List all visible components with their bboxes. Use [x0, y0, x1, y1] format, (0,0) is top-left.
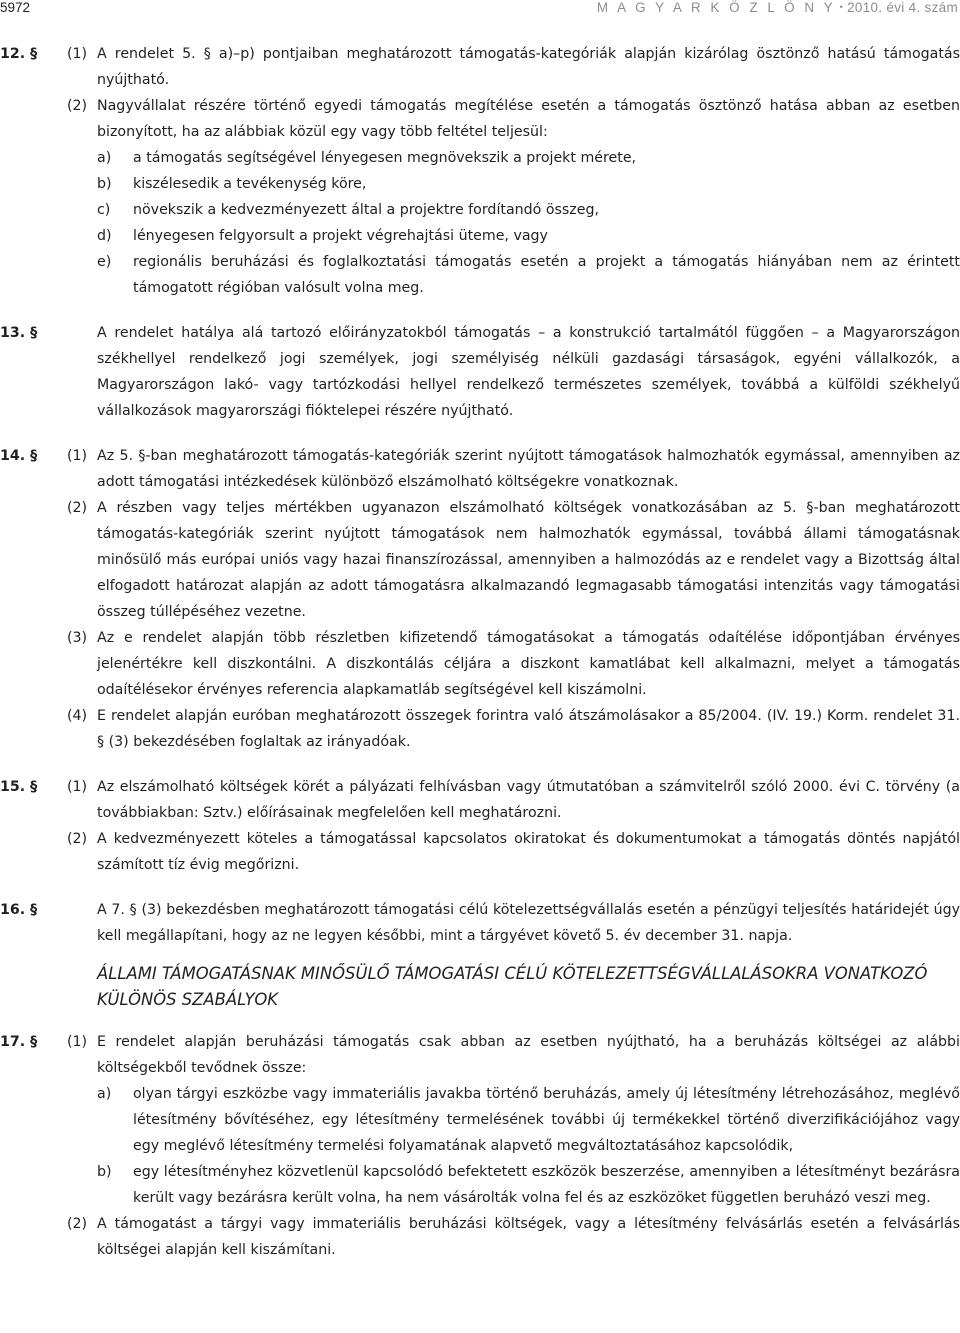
section-number: 17. § [0, 1034, 38, 1050]
paragraph-number: (1) [67, 448, 88, 464]
paragraph-text: E rendelet alapján euróban meghatározott összegek forintra való átszámolásakor a 85/2004. (IV. 19.) Korm. rendelet 31. § (3) bekezdésében foglaltak az irányadóak. [97, 708, 960, 750]
paragraph-number: (1) [67, 779, 88, 795]
list-item [97, 223, 960, 249]
item-text: regionális beruházási és foglalkoztatási támogatás esetén a projekt a támogatás hiányában nem az érintett támogatott régióban valósult volna meg. [133, 254, 960, 296]
section-text: A 7. § (3) bekezdésben meghatározott támogatási célú kötelezettségvállalás esetén a pénzügyi teljesítés határidejét úgy kell megállapítani, hogy az ne legyen későbbi, mint a tárgyévet követő 5. év december 31. napja. [97, 902, 960, 944]
list-item [97, 1081, 960, 1159]
paragraph-text: Az elszámolható költségek körét a pályázati felhívásban vagy útmutatóban a számvitelről szóló 2000. évi C. törvény (a továbbiakban: Sztv.) előírásainak megfelelően kell meghatározni. [97, 779, 960, 821]
item-text: a támogatás segítségével lényegesen megnövekszik a projekt mérete, [133, 150, 637, 166]
section-body [67, 1029, 960, 1263]
paragraph-14-2 [67, 495, 960, 625]
paragraph-text: A részben vagy teljes mértékben ugyanazon elszámolható költségek vonatkozásában az 5. §-ban meghatározott támogatás-kategóriák szerint nyújtott támogatások nem halmozhatók egymással, továbbá állami támogatásnak minősülő más európai uniós vagy hazai finanszírozással, amennyiben a halmozódás az e rendelet vagy a Bizottság által elfogadott határozat alapján az adott támogatásra alkalmazandó legmagasabb támogatási intenzitás vagy támogatási összeg túllépéséhez vezetne. [97, 500, 960, 620]
item-text: növekszik a kedvezményezett által a projektre fordítandó összeg, [133, 202, 599, 218]
paragraph-12-1 [67, 41, 960, 93]
section-number: 16. § [0, 902, 38, 918]
section-number: 14. § [0, 448, 38, 464]
item-label: a) [97, 150, 112, 166]
paragraph-text: Az 5. §-ban meghatározott támogatás-kategóriák szerint nyújtott támogatások halmozhatók egymással, amennyiben az adott támogatási intézkedések különböző elszámolható költségekre vonatkoznak. [97, 448, 960, 490]
section-body [67, 41, 960, 301]
section-gap [0, 878, 960, 897]
paragraph-text: A támogatást a tárgyi vagy immateriális beruházási költségek, vagy a létesítmény felvásárlás esetén a felvásárlás költségei alapján kell kiszámítani. [97, 1216, 960, 1258]
page-number: 5972 [0, 0, 31, 15]
paragraph-text: Az e rendelet alapján több részletben kifizetendő támogatásokat a támogatás odaítélése időpontjában érvényes jelenértékre kell diszkontálni. A diszkontálás céljára a diszkont kamatlábat kell alkalmazni, melyet a támogatás odaítélésekor érvényes referencia alapkamatláb segítségével kell kiszámolni. [97, 630, 960, 698]
list-item [97, 145, 960, 171]
item-text: egy létesítményhez közvetlenül kapcsolódó befektetett eszközök beszerzése, amennyiben a létesítményt bezárásra került vagy bezárásra került volna, ha nem vásárolták volna fel és az eszközöket független beruházó veszi meg. [133, 1164, 960, 1206]
paragraph-number: (2) [67, 500, 88, 516]
section-body [67, 774, 960, 878]
section-13 [0, 320, 960, 424]
section-number: 12. § [0, 46, 38, 62]
section-text: A rendelet hatálya alá tartozó előirányzatokból támogatás – a konstrukció tartalmától függően – a Magyarországon székhellyel rendelkező jogi személyek, jogi személyiség nélküli gazdasági társaságok, egyéni vállalkozók, a Magyarországon lakó- vagy tartózkodási hellyel rendelkező természetes személyek, továbbá a külföldi székhelyű vállalkozások magyarországi fióktelepei részére nyújtható. [97, 325, 960, 419]
paragraph-15-2 [67, 826, 960, 878]
item-label: b) [97, 176, 112, 192]
list-item [97, 197, 960, 223]
list-item [97, 1159, 960, 1211]
item-label: b) [97, 1164, 112, 1180]
item-label: d) [97, 228, 112, 244]
section-14 [0, 443, 960, 755]
paragraph-14-4 [67, 703, 960, 755]
section-gap [0, 301, 960, 320]
paragraph-number: (2) [67, 831, 88, 847]
page-header [0, 0, 960, 24]
section-17 [0, 1029, 960, 1263]
item-label: c) [97, 202, 111, 218]
paragraph-14-3 [67, 625, 960, 703]
section-15 [0, 774, 960, 878]
document-body [0, 41, 960, 1263]
section-gap [0, 755, 960, 774]
paragraph-text: E rendelet alapján beruházási támogatás csak abban az esetben nyújtható, ha a beruházás költségei az alábbi költségekből tevődnek össze: [97, 1034, 960, 1076]
item-text: kiszélesedik a tevékenység köre, [133, 176, 367, 192]
paragraph-number: (2) [67, 98, 88, 114]
paragraph-17-1 [67, 1029, 960, 1211]
paragraph-number: (1) [67, 46, 88, 62]
item-text: olyan tárgyi eszközbe vagy immateriális javakba történő beruházás, amely új létesítmény létrehozásához, meglévő létesítmény bővítéséhez, egy létesítmény termelésének további új termékekkel történő diverzifikációjához vagy egy meglévő létesítmény termelési folyamatának alapvető megváltoztatásához kapcsolódik, [133, 1086, 960, 1154]
list-item [97, 249, 960, 301]
item-label: e) [97, 254, 112, 270]
journal-title: M A G Y A R K Ö Z L Ö N Y [596, 0, 836, 15]
list-item [97, 171, 960, 197]
section-number: 13. § [0, 325, 38, 341]
section-number: 15. § [0, 779, 38, 795]
section-16 [0, 897, 960, 949]
paragraph-text: A kedvezményezett köteles a támogatással kapcsolatos okiratokat és dokumentumokat a támogatás döntés napjától számított tíz évig megőrizni. [97, 831, 960, 873]
item-text: lényegesen felgyorsult a projekt végrehajtási üteme, vagy [133, 228, 548, 244]
paragraph-14-1 [67, 443, 960, 495]
paragraph-number: (1) [67, 1034, 88, 1050]
paragraph-number: (4) [67, 708, 88, 724]
section-body [67, 443, 960, 755]
paragraph-text: A rendelet 5. § a)–p) pontjaiban meghatározott támogatás-kategóriák alapján kizárólag ösztönző hatású támogatás nyújtható. [97, 46, 960, 88]
bullet-separator: • [839, 2, 844, 12]
section-12 [0, 41, 960, 301]
paragraph-17-2 [67, 1211, 960, 1263]
item-label: a) [97, 1086, 112, 1102]
paragraph-number: (3) [67, 630, 88, 646]
section-gap [0, 424, 960, 443]
paragraph-text: Nagyvállalat részére történő egyedi támogatás megítélése esetén a támogatás ösztönző hatása abban az esetben bizonyított, ha az alábbiak közül egy vagy több feltétel teljesül: [97, 98, 960, 140]
issue-label: 2010. évi 4. szám [847, 0, 958, 15]
paragraph-number: (2) [67, 1216, 88, 1232]
chapter-heading: ÁLLAMI TÁMOGATÁSNAK MINŐSÜLŐ TÁMOGATÁSI CÉLÚ KÖTELEZETTSÉGVÁLLALÁSOKRA VONATKOZÓ KÜLÖNÖS SZABÁLYOK [97, 964, 928, 1009]
paragraph-12-2 [67, 93, 960, 301]
paragraph-15-1 [67, 774, 960, 826]
running-header [597, 0, 958, 17]
